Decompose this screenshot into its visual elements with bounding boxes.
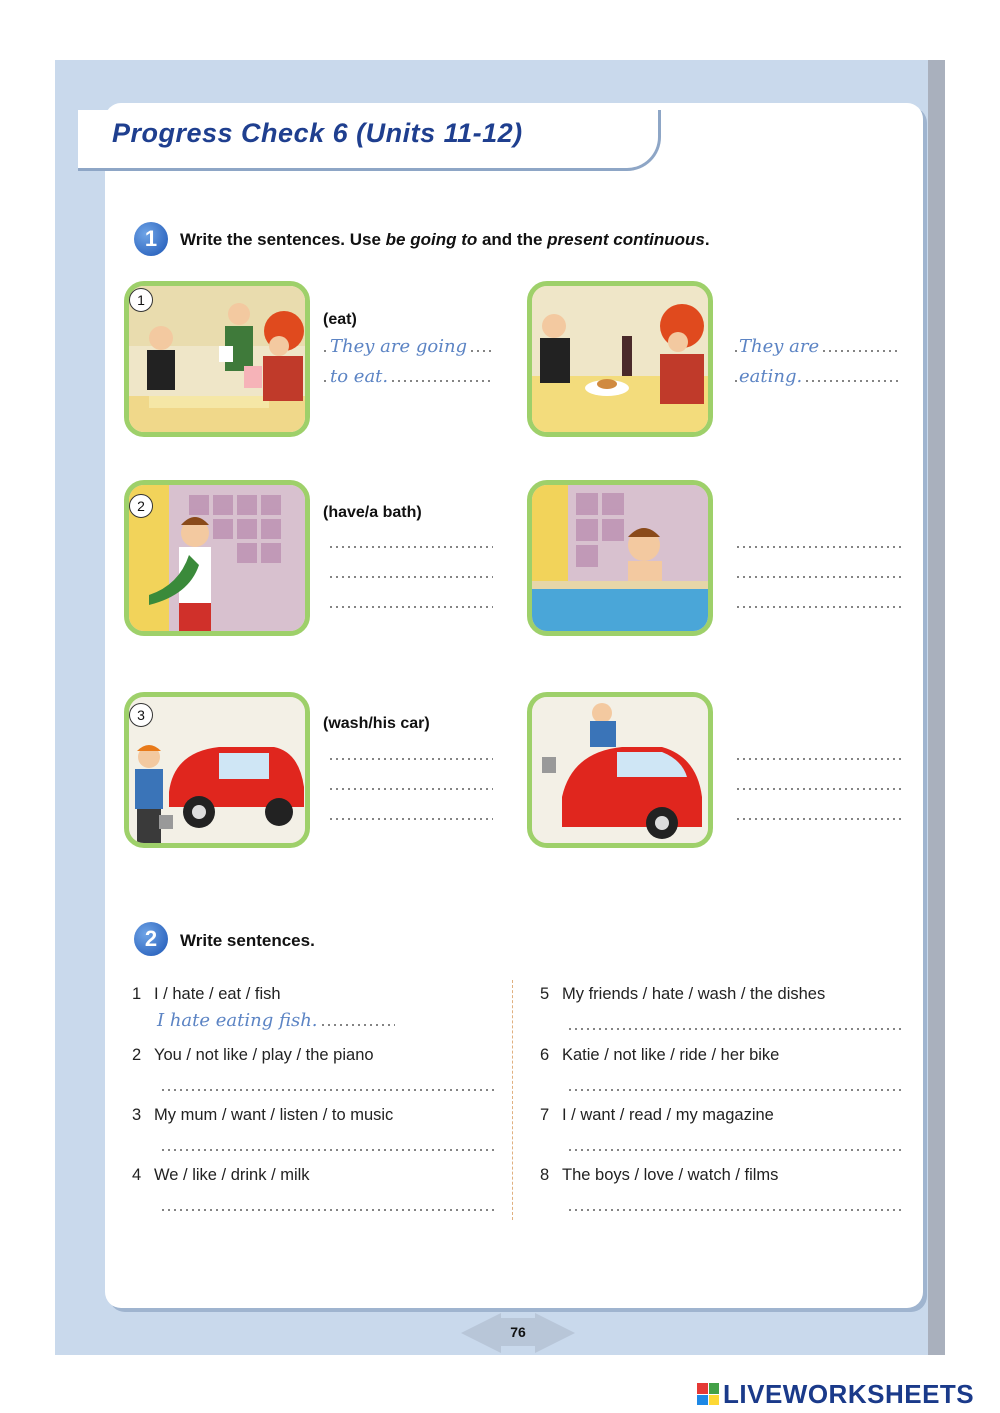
item-2-answer-line-2[interactable] [328,576,493,578]
item-2-verb: (have/a bath) [323,504,422,521]
picture-boy-having-bath [527,480,713,636]
item-3-continuous-line-2[interactable] [735,788,903,790]
item-2-number: 2 [129,494,153,518]
item-1-continuous-text-2: eating. [739,366,803,387]
item-1-number: 1 [129,288,153,312]
item-2-continuous-line-2[interactable] [735,576,903,578]
item-1-answer-line-2[interactable] [322,366,492,387]
page-title: Progress Check 6 (Units 11-12) [112,118,523,148]
sentence-2-answer-line[interactable] [160,1089,495,1091]
item-3-number: 3 [129,703,153,727]
exercise-2-badge: 2 [134,922,168,956]
sentence-item-2: 2 You / not like / play / the piano [132,1046,374,1064]
page-arrow-right-icon [535,1313,575,1353]
sentence-8-answer-line[interactable] [567,1209,904,1211]
item-1-answer-text-2: to eat. [330,366,389,387]
sentence-1-answer-text: I hate eating fish. [157,1010,318,1031]
sentence-6-answer-line[interactable] [567,1089,904,1091]
item-3-answer-line-3[interactable] [328,818,493,820]
sentence-1-answer-line[interactable] [157,1010,395,1031]
sentence-item-5: 5 My friends / hate / wash / the dishes [540,985,826,1003]
column-divider [512,980,513,1220]
sentence-item-3: 3 My mum / want / listen / to music [132,1106,394,1124]
item-1-verb: (eat) [323,311,357,328]
sentence-3-answer-line[interactable] [160,1149,495,1151]
sentence-5-answer-line[interactable] [567,1028,904,1030]
sentence-7-answer-line[interactable] [567,1149,904,1151]
exercise-2-instruction: Write sentences. [180,931,315,950]
item-2-answer-line-3[interactable] [328,606,493,608]
sentence-item-7: 7 I / want / read / my magazine [540,1106,774,1124]
page-arrow-left-icon [461,1313,501,1353]
item-3-continuous-line-1[interactable] [735,758,903,760]
sentence-4-answer-line[interactable] [160,1209,495,1211]
sentence-item-6: 6 Katie / not like / ride / her bike [540,1046,780,1064]
picture-boy-washing-car [527,692,713,848]
page-edge [928,60,945,1355]
item-1-answer-line-1[interactable] [322,336,492,357]
item-1-continuous-text-1: They are [739,336,820,357]
item-3-continuous-line-3[interactable] [735,818,903,820]
item-1-answer-text-1: They are going [330,336,468,357]
sentence-item-8: 8 The boys / love / watch / films [540,1166,779,1184]
item-3-verb: (wash/his car) [323,715,430,732]
item-3-answer-line-1[interactable] [328,758,493,760]
sentence-item-1: 1 I / hate / eat / fish [132,985,281,1003]
brand-name: LIVEWORKSHEETS [723,1378,975,1409]
exercise-1-badge: 1 [134,222,168,256]
item-2-continuous-line-3[interactable] [735,606,903,608]
picture-restaurant-eating [527,281,713,437]
item-1-continuous-line-1[interactable] [733,336,898,357]
brand-watermark [697,1378,974,1410]
exercise-1-instruction: Write the sentences. Use be going to and the present continuous. [180,230,710,249]
sentence-item-4: 4 We / like / drink / milk [132,1166,310,1184]
item-3-answer-line-2[interactable] [328,788,493,790]
item-1-continuous-line-2[interactable] [733,366,898,387]
item-2-answer-line-1[interactable] [328,546,493,548]
brand-logo-icon [697,1383,719,1405]
page-number: 76 [501,1318,535,1346]
item-2-continuous-line-1[interactable] [735,546,903,548]
